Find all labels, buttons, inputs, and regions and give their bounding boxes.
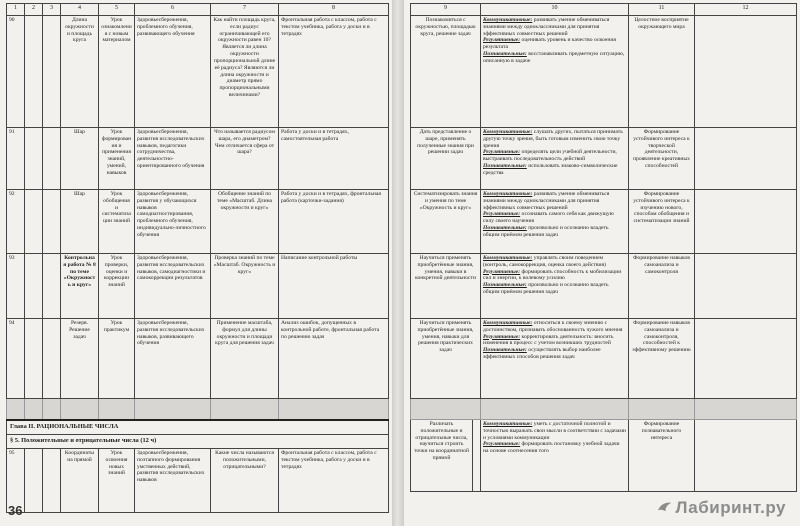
personal-results: Формирование познавательного интереса <box>629 420 695 492</box>
table-row <box>411 420 797 492</box>
comm-label: Коммуникативные: <box>483 191 533 197</box>
watermark-suffix: .ру <box>760 498 786 517</box>
reg-label: Регулятивные: <box>483 333 521 340</box>
personal-results: Формирование навыков самоанализа и самоконтроля, способностей к эффективному решению <box>629 319 695 399</box>
book-spine <box>392 0 404 526</box>
table-row <box>7 449 389 513</box>
reg-label: Регулятивные: <box>483 37 521 44</box>
subject-results: Познакомиться с окружностью, площадью круга, решение задач <box>411 16 481 128</box>
health-tech: Здоровьесбережения, проблемного обучения, развивающего обучения <box>135 16 211 128</box>
reg-text: корректировать деятельность: вносить изменения в процесс с учетом возникших трудностей <box>483 333 614 347</box>
lesson-type: Урок проверки, оценки и коррекции знаний <box>99 254 135 319</box>
lesson-topic: Координаты на прямой <box>61 449 99 513</box>
section-heading: § 5. Положительные и отрицательные числа (12 ч) <box>7 435 389 449</box>
table-row <box>7 190 389 254</box>
lesson-topic: Шар <box>61 190 99 254</box>
reg-text: формировать способность к мобилизации сил и энергии, к волевому усилию <box>483 268 622 282</box>
uud-cell <box>481 190 629 254</box>
work-form: Работа у доски и в тетрадях, самостоятельная работа <box>279 128 389 190</box>
comm-text: управлять своим поведением (контроль, самокоррекция, оценка своего действия) <box>483 255 606 268</box>
reg-label: Регулятивные: <box>483 211 521 218</box>
table-row <box>7 254 389 319</box>
table-row <box>411 190 797 254</box>
reg-label: Регулятивные: <box>483 149 521 156</box>
comm-text: слушать других, пытаться принимать другую точку зрения, быть готовым изменить свою точку зрения <box>483 129 623 149</box>
empty-row <box>411 399 797 420</box>
uud-cell <box>481 16 629 128</box>
comm-label: Коммуникативные: <box>483 421 533 427</box>
cog-label: Познавательные: <box>483 51 527 58</box>
empty-row <box>7 399 389 421</box>
lesson-plan-table-right <box>410 3 797 492</box>
lesson-type: Урок обобщения и систематизации знаний <box>99 190 135 254</box>
cog-text: произвольно и осознанно владеть общим приёмом решения задач <box>483 282 609 296</box>
subject-results: Различать положительные и отрицательные числа, научиться строить точки на координатной прямой <box>411 420 473 492</box>
problem-question: Как найти площадь круга, если радиус ограничивающей его окружности равен 10? Является ли длина окружности пропорциональной длине её радиуса? Являются ли длина окружности и диаметр прямо пропорциональными величинами? <box>211 16 279 128</box>
col-header: 5 <box>99 4 135 16</box>
col-header: 2 <box>25 4 43 16</box>
work-form: Работа у доски и в тетрадях, фронтальная работа (карточки-задания) <box>279 190 389 254</box>
lesson-number: 90 <box>7 16 25 128</box>
subject-results: Научиться применять приобретённые знания, умения, навыки в конкретной деятельности <box>411 254 481 319</box>
col-header: 4 <box>61 4 99 16</box>
work-form: Анализ ошибок, допущенных в контрольной работе, фронтальная работа по решению задач <box>279 319 389 399</box>
watermark-text: Лабиринт <box>675 498 761 517</box>
problem-question: Что называется радиусом шара, его диаметром? Чем отличается сфера от шара? <box>211 128 279 190</box>
subject-results: Систематизировать знания и умения по теме «Окружность и круг» <box>411 190 481 254</box>
problem-question: Обобщение знаний по теме «Масштаб. Длина окружности и круг» <box>211 190 279 254</box>
lesson-number: 92 <box>7 190 25 254</box>
table-row <box>7 319 389 399</box>
lesson-topic: Длина окружности и площадь круга <box>61 16 99 128</box>
reg-label: Регулятивные: <box>483 268 521 275</box>
cog-label: Познавательные: <box>483 163 527 170</box>
col-header: 10 <box>481 4 629 16</box>
health-tech: Здоровьесбережения, развития исследовательских навыков, педагогики сотрудничества, деятельностно-ориентированного обучения <box>135 128 211 190</box>
lesson-type: Урок освоения новых знаний <box>99 449 135 513</box>
subject-results: Дать представление о шаре, применять полученные знания при решении задач <box>411 128 481 190</box>
health-tech: Здоровьесбережения, развития исследовательских навыков, развивающего обучения <box>135 319 211 399</box>
reg-text: определять цели учебной деятельности, выстраивать последовательность действий <box>483 149 617 163</box>
lesson-number: 95 <box>7 449 25 513</box>
personal-results: Целостное восприятие окружающего мира <box>629 16 695 128</box>
lesson-topic: Резерв. Решение задач <box>61 319 99 399</box>
table-row <box>7 128 389 190</box>
table-row <box>7 16 389 128</box>
cog-label: Познавательные: <box>483 347 527 354</box>
col-header: 1 <box>7 4 25 16</box>
comm-text: относиться к своему мнению с достоинством, признавать обоснованность чужого мнения <box>483 320 623 333</box>
work-form: Фронтальная работа с классом, работа с текстом учебника, работа у доски и в тетрадях <box>279 16 389 128</box>
personal-results: Формирование устойчивого интереса к изучению нового, способам обобщения и систематизации знаний <box>629 190 695 254</box>
lesson-plan-table-left <box>6 3 389 513</box>
right-page <box>404 0 800 526</box>
reg-text: формировать постановку учебной задачи на основе соотнесения того <box>483 441 620 455</box>
col-header: 12 <box>695 4 797 16</box>
comm-label: Коммуникативные: <box>483 17 533 23</box>
column-header-row <box>411 4 797 16</box>
personal-results: Формирование навыков самоанализа и самоконтроля <box>629 254 695 319</box>
table-row <box>411 254 797 319</box>
col-header: 6 <box>135 4 211 16</box>
uud-cell <box>481 128 629 190</box>
reg-label: Регулятивные: <box>483 441 521 448</box>
page-number: 36 <box>8 503 23 518</box>
uud-cell <box>481 420 629 492</box>
table-row <box>411 16 797 128</box>
lesson-number: 91 <box>7 128 25 190</box>
health-tech: Здоровьесбережения, поэтапного формирования умственных действий, развития исследовательских навыков <box>135 449 211 513</box>
column-header-row <box>7 4 389 16</box>
col-header: 3 <box>43 4 61 16</box>
comm-text: развивать умение обмениваться знаниями между одноклассниками для принятия эффективных совместных решений <box>483 191 610 211</box>
comm-label: Коммуникативные: <box>483 255 533 261</box>
problem-question: Применение масштаба, формул для длины окружности и площади круга для решения задач <box>211 319 279 399</box>
chapter-heading-row <box>7 420 389 435</box>
cog-text: восстанавливать предметную ситуацию, описанную в задаче <box>483 51 625 64</box>
lesson-topic: Контрольная работа № 8 по теме «Окружность и круг» <box>61 254 99 319</box>
cog-label: Познавательные: <box>483 282 527 289</box>
watermark-logo <box>657 498 786 518</box>
comm-label: Коммуникативные: <box>483 320 533 326</box>
health-tech: Здоровьесбережения, развития исследовательских навыков, самодиагностики и самокоррекции результатов <box>135 254 211 319</box>
problem-question: Проверка знаний по теме «Масштаб. Окружность и круг» <box>211 254 279 319</box>
col-header: 11 <box>629 4 695 16</box>
work-form: Написание контрольной работы <box>279 254 389 319</box>
lesson-type: Урок формирования и применения знаний, умений, навыков <box>99 128 135 190</box>
comm-text: уметь с достаточной полнотой и точностью выражать свои мысли в соответствии с задачами и условиями коммуникации <box>483 421 626 441</box>
lesson-type: Урок практикум <box>99 319 135 399</box>
section-heading-row <box>7 435 389 449</box>
cog-text: осуществлять выбор наиболее эффективных способов решения задач <box>483 347 601 361</box>
lesson-number: 94 <box>7 319 25 399</box>
comm-label: Коммуникативные: <box>483 129 533 135</box>
work-form: Фронтальная работа с классом, работа с текстом учебника, работа у доски и в тетрадях <box>279 449 389 513</box>
health-tech: Здоровьесбережения, развития у обучающихся навыков самодиагностирования, проблемного обучения, индивидуально-личностного обучения <box>135 190 211 254</box>
col-header: 7 <box>211 4 279 16</box>
uud-cell <box>481 254 629 319</box>
cog-text: использовать знаково-символические средства <box>483 163 618 176</box>
bird-icon <box>657 500 672 515</box>
subject-results: Научиться применять приобретённые знания, умения, навыки для решения практических задач <box>411 319 481 399</box>
table-row <box>411 319 797 399</box>
cog-text: произвольно и осознанно владеть общим приёмом решения задач <box>483 225 609 238</box>
cog-label: Познавательные: <box>483 225 527 232</box>
personal-results: Формирование устойчивого интереса к творческой деятельности, проявление креативных способностей <box>629 128 695 190</box>
col-header: 8 <box>279 4 389 16</box>
chapter-heading: Глава II. РАЦИОНАЛЬНЫЕ ЧИСЛА <box>7 420 389 435</box>
reg-text: оценивать уровень и качество освоения результата <box>483 37 616 51</box>
lesson-topic: Шар <box>61 128 99 190</box>
uud-cell <box>481 319 629 399</box>
problem-question: Какие числа называются положительными, отрицательными? <box>211 449 279 513</box>
table-row <box>411 128 797 190</box>
reg-text: осознавать самого себя как движущую силу своего научения <box>483 211 614 225</box>
left-page <box>0 0 392 526</box>
comm-text: развивать умение обмениваться знаниями между одноклассниками для принятия эффективных совместных решений <box>483 17 610 37</box>
lesson-type: Урок ознакомления с новым материалом <box>99 16 135 128</box>
col-header: 9 <box>411 4 481 16</box>
lesson-number: 93 <box>7 254 25 319</box>
